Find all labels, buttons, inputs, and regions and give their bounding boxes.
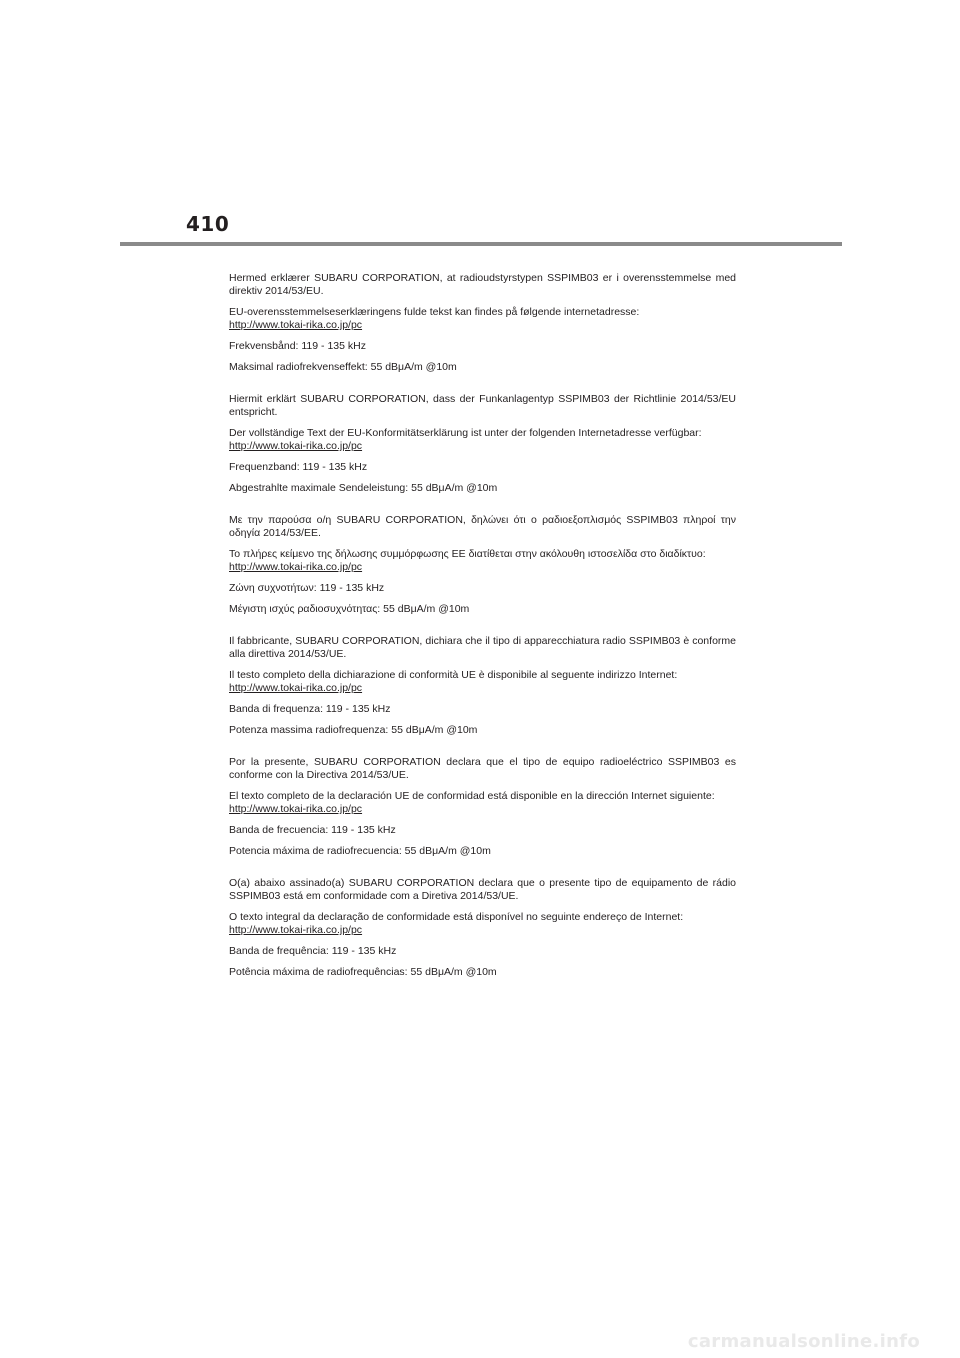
- declaration-text: Hermed erklærer SUBARU CORPORATION, at radioudstyrstypen SSPIMB03 er i overensstemmelse med direktiv 2014/53/EU.: [229, 272, 736, 297]
- declaration-section-da: [229, 272, 736, 374]
- max-power: Maksimal radiofrekvenseffekt: 55 dBμA/m @10m: [229, 361, 457, 373]
- frequency-band: Frequenzband: 119 - 135 kHz: [229, 461, 368, 473]
- declaration-url-link[interactable]: http://www.tokai-rika.co.jp/pc: [229, 440, 363, 452]
- frequency-band: Ζώνη συχνοτήτων: 119 - 135 kHz: [229, 582, 385, 594]
- full-text-note: [229, 790, 736, 816]
- full-text-note: [229, 911, 736, 937]
- full-text-note-label: EU-overensstemmelseserklæringens fulde tekst kan findes på følgende internetadresse:: [229, 306, 640, 318]
- declaration-text: Hiermit erklärt SUBARU CORPORATION, dass der Funkanlagentyp SSPIMB03 der Richtlinie 2014/53/EU entspricht.: [229, 393, 736, 418]
- declaration-section-el: [229, 514, 736, 616]
- max-power: Abgestrahlte maximale Sendeleistung: 55 dBμA/m @10m: [229, 482, 498, 494]
- max-power: Potência máxima de radiofrequências: 55 dBμA/m @10m: [229, 966, 497, 978]
- max-power: Potencia máxima de radiofrecuencia: 55 dBμA/m @10m: [229, 845, 491, 857]
- declaration-url-link[interactable]: http://www.tokai-rika.co.jp/pc: [229, 319, 363, 331]
- declaration-section-de: [229, 393, 736, 495]
- full-text-note: [229, 548, 736, 574]
- declarations-list: [229, 272, 736, 998]
- full-text-note: [229, 427, 736, 453]
- header-rule: [120, 242, 842, 246]
- declaration-text: Με την παρούσα ο/η SUBARU CORPORATION, δηλώνει ότι ο ραδιοεξοπλισμός SSPIMB03 πληροί την οδηγία 2014/53/ΕΕ.: [229, 514, 736, 539]
- declaration-section-pt: [229, 877, 736, 979]
- declaration-url-link[interactable]: http://www.tokai-rika.co.jp/pc: [229, 561, 363, 573]
- declaration-section-it: [229, 635, 736, 737]
- full-text-note-label: Il testo completo della dichiarazione di conformità UE è disponibile al seguente indirizzo Internet:: [229, 669, 678, 681]
- full-text-note-label: Το πλήρες κείμενο της δήλωσης συμμόρφωσης ΕΕ διατίθεται στην ακόλουθη ιστοσελίδα στο διαδίκτυο:: [229, 548, 706, 560]
- declaration-text: O(a) abaixo assinado(a) SUBARU CORPORATION declara que o presente tipo de equipamento de rádio SSPIMB03 está em conformidade com a Diretiva 2014/53/UE.: [229, 877, 736, 902]
- declaration-text: Il fabbricante, SUBARU CORPORATION, dichiara che il tipo di apparecchiatura radio SSPIMB03 è conforme alla direttiva 2014/53/UE.: [229, 635, 736, 660]
- frequency-band: Banda de frecuencia: 119 - 135 kHz: [229, 824, 396, 836]
- frequency-band: Banda di frequenza: 119 - 135 kHz: [229, 703, 391, 715]
- max-power: Potenza massima radiofrequenza: 55 dBμA/m @10m: [229, 724, 478, 736]
- declaration-text: Por la presente, SUBARU CORPORATION declara que el tipo de equipo radioeléctrico SSPIMB03 es conforme con la Directiva 2014/53/UE.: [229, 756, 736, 781]
- full-text-note: [229, 306, 736, 332]
- frequency-band: Banda de frequência: 119 - 135 kHz: [229, 945, 397, 957]
- max-power: Μέγιστη ισχύς ραδιοσυχνότητας: 55 dBμA/m @10m: [229, 603, 470, 615]
- full-text-note: [229, 669, 736, 695]
- full-text-note-label: O texto integral da declaração de conformidade está disponível no seguinte endereço de Internet:: [229, 911, 684, 923]
- declaration-url-link[interactable]: http://www.tokai-rika.co.jp/pc: [229, 803, 363, 815]
- declaration-section-es: [229, 756, 736, 858]
- page-number: 410: [186, 212, 230, 236]
- declaration-url-link[interactable]: http://www.tokai-rika.co.jp/pc: [229, 682, 363, 694]
- watermark: carmanualsonline.info: [687, 1331, 920, 1352]
- full-text-note-label: Der vollständige Text der EU-Konformitätserklärung ist unter der folgenden Internetadresse verfügbar:: [229, 427, 702, 439]
- frequency-band: Frekvensbånd: 119 - 135 kHz: [229, 340, 366, 352]
- full-text-note-label: El texto completo de la declaración UE de conformidad está disponible en la dirección Internet siguiente:: [229, 790, 715, 802]
- declaration-url-link[interactable]: http://www.tokai-rika.co.jp/pc: [229, 924, 363, 936]
